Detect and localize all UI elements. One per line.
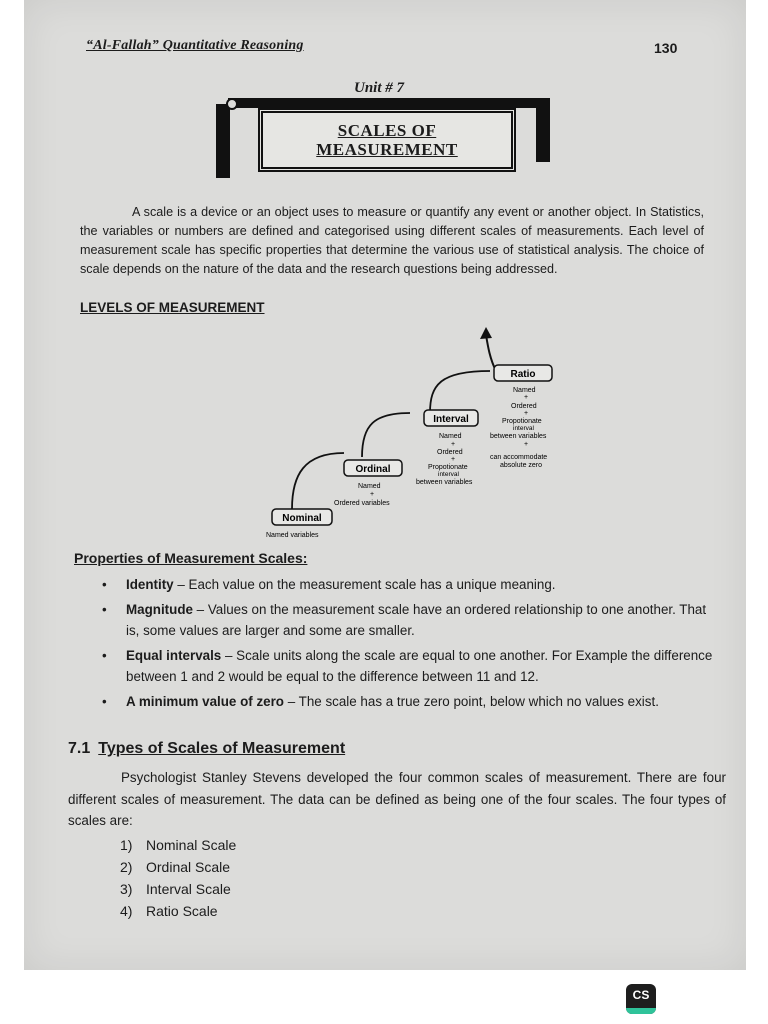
ratio-line-2: + xyxy=(524,394,529,401)
step-curve-2 xyxy=(362,413,410,457)
interval-label: Interval xyxy=(433,414,469,425)
scale-types-list xyxy=(120,834,236,922)
property-term: Identity xyxy=(126,577,174,592)
section-title: Types of Scales of Measurement xyxy=(98,740,346,757)
property-term: A minimum value of zero xyxy=(126,694,284,709)
list-item: • Magnitude – Values on the measurement scale have an ordered relationship to one another. That is, some values are larger and some are smaller. xyxy=(102,602,707,638)
property-text: The scale has a true zero point, below which no values exist. xyxy=(298,694,659,709)
ordinal-line-3: Ordered variables xyxy=(334,500,390,507)
ratio-line-3: Ordered xyxy=(511,403,537,410)
interval-line-4: + xyxy=(451,456,456,463)
ratio-line-7: between variables xyxy=(490,433,547,440)
property-term: Magnitude xyxy=(126,602,193,617)
ratio-line-9: can accommodate xyxy=(490,454,548,461)
list-item: 3) Interval Scale xyxy=(120,881,231,897)
document-page xyxy=(24,0,746,970)
camscanner-logo-icon xyxy=(626,984,656,1014)
step-curve-3 xyxy=(430,371,490,413)
section-number: 7.1 xyxy=(68,740,91,757)
chapter-banner xyxy=(216,98,550,178)
chapter-title: SCALES OF MEASUREMENT xyxy=(316,121,458,159)
property-text: Scale units along the scale are equal to one another. For Example the difference between 1 and 2 would be equal to the difference between 11 and 12. xyxy=(126,648,713,684)
list-item: 4) Ratio Scale xyxy=(120,903,218,919)
list-item: • Identity – Each value on the measurement scale has a unique meaning. xyxy=(102,577,556,592)
interval-line-5: Propotionate xyxy=(428,464,468,471)
property-text: Each value on the measurement scale has a unique meaning. xyxy=(188,577,556,592)
properties-list xyxy=(102,574,722,716)
logo-text: CS xyxy=(632,988,650,1002)
nominal-line-1: Named variables xyxy=(266,532,319,539)
chapter-title-box xyxy=(258,108,516,172)
list-item: 2) Ordinal Scale xyxy=(120,859,231,875)
ratio-line-10: absolute zero xyxy=(500,462,543,469)
intro-paragraph: A scale is a device or an object uses to measure or quantify any event or another object. In Statistics, the variables or numbers are defined and categorised using different scales of measurements. Each level of measurement scale has specific properties that determine the various use of statistical analysis. The choice of scale depends on the nature of the data and the research questions being addressed. xyxy=(80,205,704,276)
ratio-line-1: Named xyxy=(513,387,536,394)
ordinal-label: Ordinal xyxy=(355,464,391,475)
properties-heading: Properties of Measurement Scales: xyxy=(74,550,308,566)
arrow-shaft xyxy=(486,335,496,371)
property-term: Equal intervals xyxy=(126,648,222,663)
ordinal-line-2: + xyxy=(370,491,375,498)
ratio-line-4: + xyxy=(524,410,529,417)
list-item: • A minimum value of zero – The scale has a true zero point, below which no values exist. xyxy=(102,694,659,709)
interval-line-1: Named xyxy=(439,433,462,440)
section-paragraph: Psychologist Stanley Stevens developed the four common scales of measurement. There are four different scales of measurement. The data can be defined as being one of the four scales. The four types of scales are: xyxy=(68,770,726,828)
arrow-head xyxy=(480,327,492,339)
property-text: Values on the measurement scale have an ordered relationship to one another. That is, some values are larger and some are smaller. xyxy=(126,602,707,638)
unit-label: Unit # 7 xyxy=(354,80,405,96)
levels-heading: LEVELS OF MEASUREMENT xyxy=(80,300,265,315)
ratio-line-5: Propotionate xyxy=(502,418,542,425)
interval-line-6: interval xyxy=(438,471,459,478)
page-number: 130 xyxy=(654,40,678,56)
ratio-label: Ratio xyxy=(510,369,536,380)
interval-line-7: between variables xyxy=(416,479,473,486)
ordinal-line-1: Named xyxy=(358,483,381,490)
interval-line-3: Ordered xyxy=(437,449,463,456)
list-item: • Equal intervals – Scale units along the scale are equal to one another. For Example the difference between 1 and 2 would be equal to the difference between 11 and 12. xyxy=(102,648,713,684)
book-title: “Al-Fallah” Quantitative Reasoning xyxy=(86,38,304,53)
nominal-label: Nominal xyxy=(282,513,322,524)
ratio-line-8: + xyxy=(524,441,529,448)
section-heading xyxy=(68,740,345,758)
interval-line-2: + xyxy=(451,441,456,448)
levels-diagram xyxy=(234,325,574,545)
list-item: 1) Nominal Scale xyxy=(120,837,237,853)
ratio-line-6: interval xyxy=(513,425,534,432)
